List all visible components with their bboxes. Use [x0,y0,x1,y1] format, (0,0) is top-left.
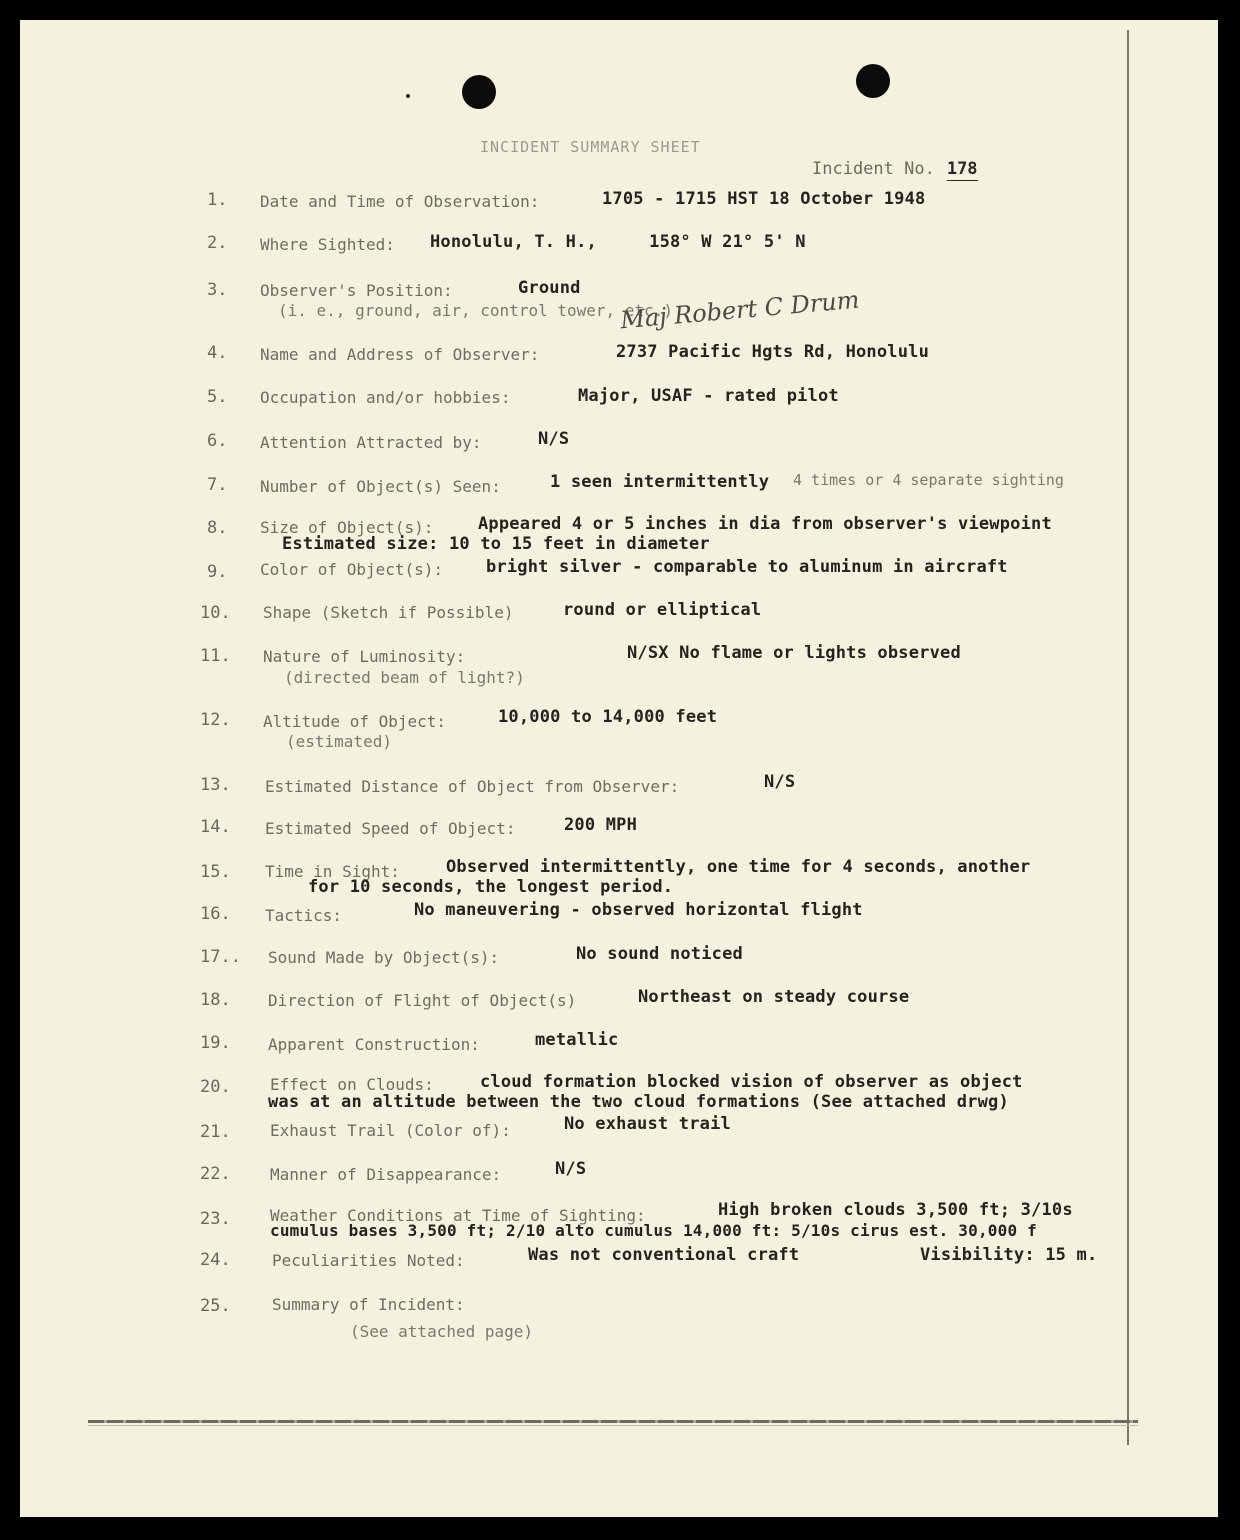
item-label: Size of Object(s): [260,518,434,537]
item-answer-line2: for 10 seconds, the longest period. [308,877,674,897]
item-label: Peculiarities Noted: [272,1251,465,1270]
item-label: Sound Made by Object(s): [268,948,500,967]
document-page [20,20,1218,1517]
item-answer: No sound noticed [576,944,743,964]
item-number: 4. [207,343,228,363]
item-label: Summary of Incident: [272,1295,465,1314]
item-answer-line2: Estimated size: 10 to 15 feet in diameter [282,534,710,554]
item-sublabel: (See attached page) [350,1322,534,1341]
item-label: Apparent Construction: [268,1035,480,1054]
item-answer: Ground [518,278,581,298]
item-number: 18. [200,990,231,1010]
item-label: Observer's Position: [260,281,453,300]
visibility-note: Visibility: 15 m. [920,1245,1098,1265]
item-answer-line2: was at an altitude between the two cloud formations (See attached drwg) [268,1092,1009,1112]
item-label: Where Sighted: [260,235,395,254]
item-number: 7. [207,475,228,495]
item-number: 21. [200,1122,231,1142]
item-number: 16. [200,904,231,924]
item-answer: N/S [764,772,796,792]
item-label: Exhaust Trail (Color of): [270,1121,511,1140]
item-number: 9. [207,562,228,582]
item-number: 22. [200,1164,231,1184]
item-label: Effect on Clouds: [270,1075,434,1094]
incident-number [812,159,978,179]
ink-speck [406,94,410,98]
item-answer: cloud formation blocked vision of observer as object [480,1072,1023,1092]
item-label: Color of Object(s): [260,560,444,579]
item-number: 6. [207,431,228,451]
item-number: 2. [207,233,228,253]
item-number: 15. [200,862,231,882]
item-number: 1. [207,190,228,210]
item-answer: round or elliptical [563,600,762,620]
item-label: Date and Time of Observation: [260,192,540,211]
item-number: 24. [200,1250,231,1270]
incident-label: Incident No. [812,159,935,179]
item-number: 8. [207,518,228,538]
item-answer: No exhaust trail [564,1114,731,1134]
punch-hole-right [856,64,890,98]
item-answer: Appeared 4 or 5 inches in dia from observer's viewpoint [478,514,1052,534]
item-label: Manner of Disappearance: [270,1165,502,1184]
item-note: 4 times or 4 separate sighting [793,471,1064,489]
item-answer: 2737 Pacific Hgts Rd, Honolulu [616,342,930,362]
item-number: 23. [200,1209,231,1229]
item-answer: bright silver - comparable to aluminum in aircraft [486,557,1008,577]
item-answer: Honolulu, T. H., 158° W 21° 5' N [430,232,806,252]
item-number: 5. [207,387,228,407]
item-number: 17.. [200,947,241,967]
item-answer: N/SX No flame or lights observed [627,643,961,663]
item-answer: 10,000 to 14,000 feet [498,707,718,727]
handwritten-signature: Maj Robert C Drum [619,285,861,335]
item-number: 11. [200,646,231,666]
item-label: Weather Conditions at Time of Sighting: [270,1206,646,1225]
item-number: 13. [200,775,231,795]
item-label: Altitude of Object: [263,712,447,731]
item-label: Time in Sight: [265,862,400,881]
item-label: Shape (Sketch if Possible) [263,603,514,622]
item-number: 12. [200,710,231,730]
item-label: Attention Attracted by: [260,433,482,452]
item-sublabel: (directed beam of light?) [284,668,525,687]
bottom-margin-line [88,1420,1138,1423]
item-answer: Observed intermittently, one time for 4 seconds, another [446,857,1031,877]
item-sublabel: (i. e., ground, air, control tower, etc.) [278,301,673,320]
punch-hole-left [462,75,496,109]
item-number: 25. [200,1296,231,1316]
item-label: Estimated Speed of Object: [265,819,516,838]
item-label: Direction of Flight of Object(s) [268,991,577,1010]
right-margin-line [1127,30,1129,1445]
item-answer: Was not conventional craft [528,1245,800,1265]
item-number: 10. [200,603,231,623]
item-answer: N/S [538,429,570,449]
item-number: 20. [200,1077,231,1097]
bottom-margin-line-faint [88,1425,1138,1426]
page-title: INCIDENT SUMMARY SHEET [480,138,701,156]
item-sublabel: (estimated) [286,732,392,751]
item-label: Nature of Luminosity: [263,647,466,666]
item-answer: Major, USAF - rated pilot [578,386,839,406]
item-answer: metallic [535,1030,619,1050]
item-answer: N/S [555,1159,587,1179]
item-label: Estimated Distance of Object from Observer: [265,777,680,796]
item-answer: Northeast on steady course [638,987,910,1007]
item-answer-line2: cumulus bases 3,500 ft; 2/10 alto cumulus 14,000 ft: 5/10s cirus est. 30,000 f [270,1221,1037,1240]
incident-number-value: 178 [946,159,978,179]
item-answer: 1705 - 1715 HST 18 October 1948 [602,189,926,209]
item-number: 19. [200,1033,231,1053]
item-label: Occupation and/or hobbies: [260,388,511,407]
item-number: 14. [200,817,231,837]
item-answer: No maneuvering - observed horizontal flight [414,900,863,920]
item-answer: 200 MPH [564,815,638,835]
item-label: Tactics: [265,906,343,925]
item-answer: High broken clouds 3,500 ft; 3/10s [718,1200,1073,1220]
item-number: 3. [207,280,228,300]
item-answer: 1 seen intermittently [550,472,770,492]
item-label: Name and Address of Observer: [260,345,540,364]
item-label: Number of Object(s) Seen: [260,477,501,496]
